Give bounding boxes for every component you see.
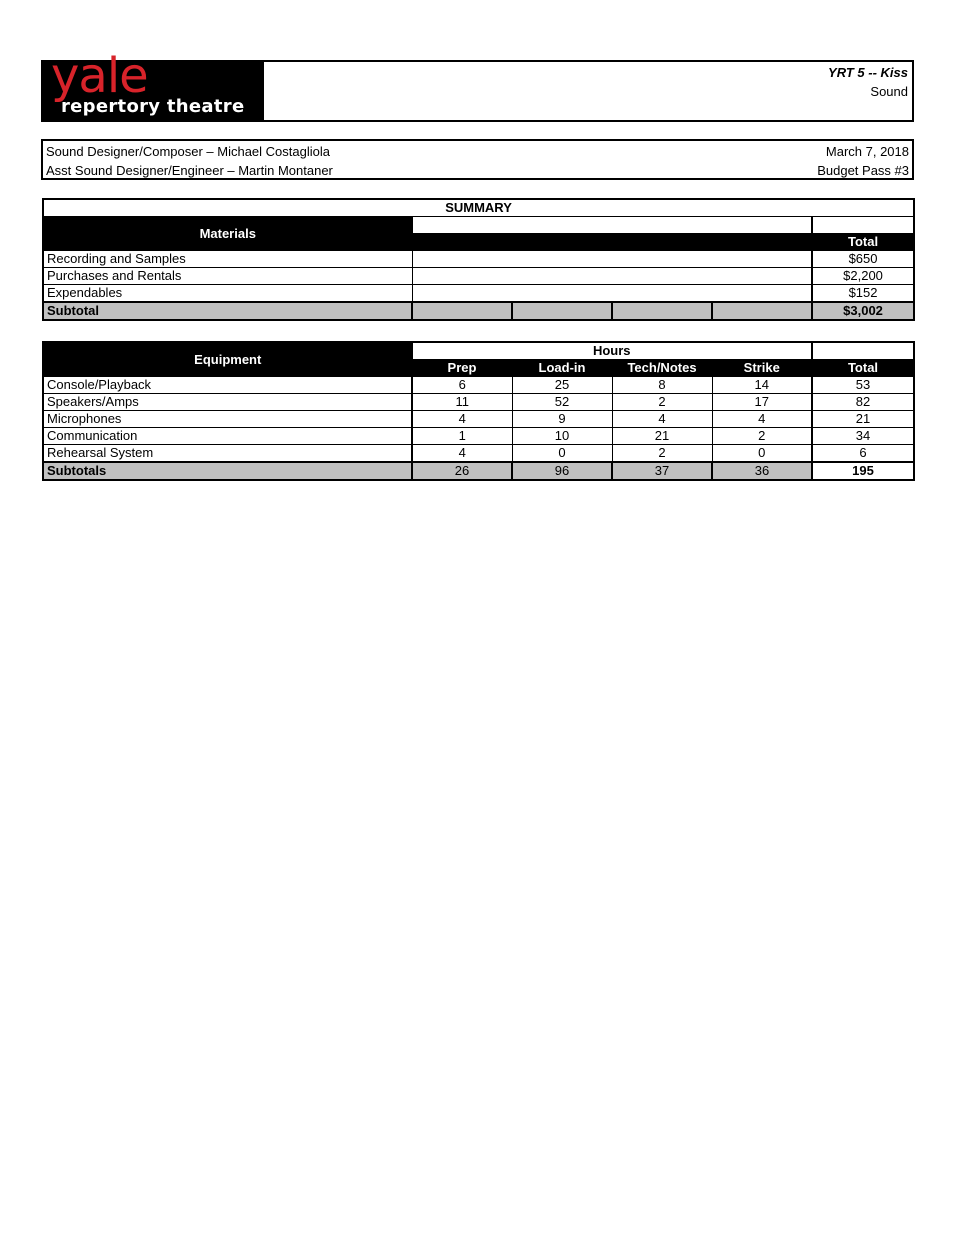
column-header-total: Total (812, 360, 914, 377)
summary-subtotal-blank (512, 302, 612, 320)
credits-box (41, 139, 914, 180)
equipment-row-label: Microphones (43, 411, 412, 428)
summary-header-row-1 (43, 217, 914, 234)
yale-rep-logo (43, 48, 262, 120)
logo-word-repertory-theatre: repertory theatre (61, 96, 245, 117)
subtotal-strike: 36 (712, 462, 812, 480)
materials-header: Materials (43, 217, 412, 251)
credits-row-2 (46, 161, 909, 179)
equipment-subtotal-label: Subtotals (43, 462, 412, 480)
column-header-tech-notes: Tech/Notes (612, 360, 712, 377)
cell-strike: 0 (712, 445, 812, 463)
cell-strike: 2 (712, 428, 812, 445)
cell-tech-notes: 2 (612, 394, 712, 411)
cell-tech-notes: 4 (612, 411, 712, 428)
summary-subtotal-blank (612, 302, 712, 320)
summary-subtotal-total: $3,002 (812, 302, 914, 320)
summary-total-header: Total (812, 234, 914, 251)
summary-row-label: Purchases and Rentals (43, 268, 412, 285)
designer-credit: Sound Designer/Composer – Michael Costagliola (46, 143, 330, 159)
summary-row-total: $2,200 (812, 268, 914, 285)
cell-total: 21 (812, 411, 914, 428)
cell-load-in: 25 (512, 377, 612, 394)
cell-total: 53 (812, 377, 914, 394)
cell-load-in: 0 (512, 445, 612, 463)
summary-row-blank (412, 285, 812, 303)
cell-total: 34 (812, 428, 914, 445)
show-title: YRT 5 -- Kiss (828, 65, 908, 80)
summary-subtotal-row (43, 302, 914, 320)
summary-row (43, 251, 914, 268)
cell-load-in: 10 (512, 428, 612, 445)
department-label: Sound (870, 84, 908, 99)
summary-blank-header (412, 217, 812, 234)
date-label: March 7, 2018 (825, 143, 909, 159)
cell-tech-notes: 8 (612, 377, 712, 394)
summary-row (43, 268, 914, 285)
assistant-credit: Asst Sound Designer/Engineer – Martin Montaner (46, 162, 333, 178)
subtotal-tech-notes: 37 (612, 462, 712, 480)
equipment-header: Equipment (43, 342, 412, 377)
summary-subtotal-blank (712, 302, 812, 320)
equipment-table (42, 341, 915, 481)
hours-header: Hours (412, 342, 812, 360)
equipment-row (43, 377, 914, 394)
summary-row-blank (412, 268, 812, 285)
budget-pass-label: Budget Pass #3 (817, 162, 909, 178)
equipment-header-row-1 (43, 342, 914, 360)
cell-prep: 4 (412, 411, 512, 428)
equipment-row (43, 411, 914, 428)
equipment-row (43, 394, 914, 411)
summary-black-band (412, 234, 812, 251)
header-info (262, 62, 912, 120)
summary-table (42, 198, 915, 321)
page-header (41, 48, 914, 122)
equipment-row-label: Speakers/Amps (43, 394, 412, 411)
summary-title: SUMMARY (43, 199, 914, 217)
credits-row-1 (46, 142, 909, 160)
cell-prep: 11 (412, 394, 512, 411)
cell-prep: 1 (412, 428, 512, 445)
equipment-subtotal-row (43, 462, 914, 480)
logo-word-yale: yale (51, 48, 148, 104)
equipment-row (43, 428, 914, 445)
cell-strike: 4 (712, 411, 812, 428)
summary-row-label: Recording and Samples (43, 251, 412, 268)
equipment-row (43, 445, 914, 463)
cell-prep: 4 (412, 445, 512, 463)
cell-total: 82 (812, 394, 914, 411)
equipment-total-blank (812, 342, 914, 360)
subtotal-total: 195 (812, 462, 914, 480)
cell-prep: 6 (412, 377, 512, 394)
summary-subtotal-blank (412, 302, 512, 320)
summary-row-total: $650 (812, 251, 914, 268)
cell-load-in: 9 (512, 411, 612, 428)
cell-load-in: 52 (512, 394, 612, 411)
summary-total-blank (812, 217, 914, 234)
summary-row (43, 285, 914, 303)
cell-tech-notes: 21 (612, 428, 712, 445)
cell-total: 6 (812, 445, 914, 463)
subtotal-load-in: 96 (512, 462, 612, 480)
column-header-strike: Strike (712, 360, 812, 377)
summary-row-blank (412, 251, 812, 268)
column-header-load-in: Load-in (512, 360, 612, 377)
cell-tech-notes: 2 (612, 445, 712, 463)
cell-strike: 17 (712, 394, 812, 411)
equipment-row-label: Console/Playback (43, 377, 412, 394)
cell-strike: 14 (712, 377, 812, 394)
summary-row-total: $152 (812, 285, 914, 303)
equipment-row-label: Communication (43, 428, 412, 445)
equipment-row-label: Rehearsal System (43, 445, 412, 463)
column-header-prep: Prep (412, 360, 512, 377)
summary-row-label: Expendables (43, 285, 412, 303)
summary-subtotal-label: Subtotal (43, 302, 412, 320)
subtotal-prep: 26 (412, 462, 512, 480)
summary-title-row (43, 199, 914, 217)
